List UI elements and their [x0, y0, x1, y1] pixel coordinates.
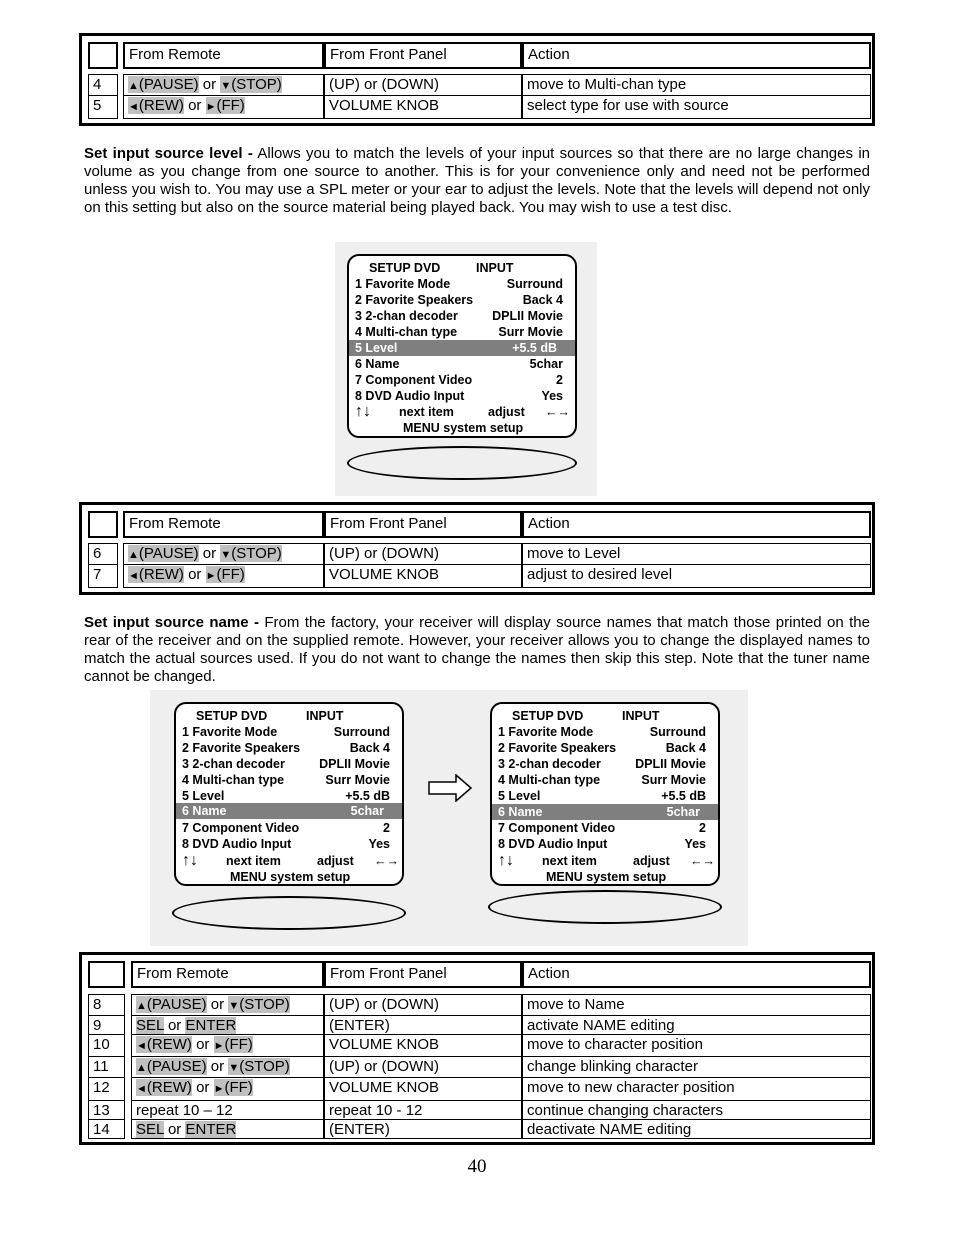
table-row-front-panel: (ENTER) — [324, 1119, 522, 1139]
osd-item-selected: 6 Name 5char — [176, 803, 402, 819]
table-header-index — [88, 511, 118, 538]
table-row-remote: ▲(PAUSE) or ▼(STOP) — [131, 1056, 324, 1078]
table-header-remote: From Remote — [131, 961, 324, 988]
osd-item: 6 Name 5char — [355, 357, 563, 371]
osd-item: 3 2-chan decoder DPLII Movie — [182, 757, 390, 771]
osd-item: 2 Favorite Speakers Back 4 — [498, 741, 706, 755]
left-right-arrow-icon: ←→ — [545, 405, 570, 419]
table-row-action: move to Level — [522, 543, 871, 565]
table-row-front-panel: VOLUME KNOB — [324, 1077, 522, 1101]
display-pill — [172, 896, 406, 930]
table-row-index: 10 — [88, 1034, 125, 1057]
osd-item: 8 DVD Audio Input Yes — [355, 389, 563, 403]
table-row-remote: ▲(PAUSE) or ▼(STOP) — [123, 74, 324, 96]
table-header-action: Action — [522, 42, 871, 69]
table-row-index: 14 — [88, 1119, 125, 1139]
table-row-action: move to new character position — [522, 1077, 871, 1101]
step-table-2 — [79, 502, 875, 595]
osd-item: 7 Component Video 2 — [355, 373, 563, 387]
table-row-front-panel: repeat 10 - 12 — [324, 1100, 522, 1120]
table-row-front-panel: (UP) or (DOWN) — [324, 543, 522, 565]
table-row-front-panel: VOLUME KNOB — [324, 1034, 522, 1057]
up-down-arrow-icon: ↑↓ — [355, 403, 371, 420]
table-row-index: 4 — [88, 74, 118, 96]
osd-item: 4 Multi-chan type Surr Movie — [355, 325, 563, 339]
table-row-action: move to Multi-chan type — [522, 74, 871, 96]
table-header-index — [88, 42, 118, 69]
table-row-index: 8 — [88, 994, 125, 1016]
osd-nav-hint: ↑↓ next item adjust ←→ — [498, 852, 715, 869]
table-row-action: change blinking character — [522, 1056, 871, 1078]
table-header-action: Action — [522, 961, 871, 988]
display-pill — [488, 890, 722, 924]
osd-screen-after — [490, 702, 720, 886]
paragraph-set-input-level: Set input source level - Allows you to match the levels of your input sources so that there are no large changes in volume as you change from one source to another. This is for your convenience only and need not be performed unless you wish to. You may use a SPL meter or your ear to adjust the levels. Note that the levels will depend not only on this setting but also on the source material being played back. You may wish to use a test disc. — [84, 145, 870, 216]
osd-nav-hint: ↑↓ next item adjust ←→ — [182, 852, 399, 869]
osd-item: 5 Level +5.5 dB — [182, 789, 390, 803]
table-row-remote: ▲(PAUSE) or ▼(STOP) — [131, 994, 324, 1016]
osd-nav-hint: ↑↓ next item adjust ←→ — [355, 403, 570, 420]
table-row-action: adjust to desired level — [522, 564, 871, 588]
table-header-action: Action — [522, 511, 871, 538]
osd-title: SETUP DVD INPUT — [196, 709, 344, 723]
table-header-front-panel: From Front Panel — [324, 42, 522, 69]
table-row-index: 13 — [88, 1100, 125, 1120]
table-row-action: deactivate NAME editing — [522, 1119, 871, 1139]
osd-item: 1 Favorite Mode Surround — [498, 725, 706, 739]
osd-item: 4 Multi-chan type Surr Movie — [498, 773, 706, 787]
table-row-front-panel: (UP) or (DOWN) — [324, 1056, 522, 1078]
osd-panel-name — [150, 690, 748, 946]
osd-item-selected: 5 Level +5.5 dB — [349, 340, 575, 356]
page-number: 40 — [467, 1156, 487, 1177]
table-row-front-panel: (UP) or (DOWN) — [324, 994, 522, 1016]
step-table-1 — [79, 33, 875, 126]
step-table-3 — [79, 952, 875, 1145]
osd-item: 4 Multi-chan type Surr Movie — [182, 773, 390, 787]
table-row-action: select type for use with source — [522, 95, 871, 119]
osd-screen-before — [174, 702, 404, 886]
osd-item: 2 Favorite Speakers Back 4 — [355, 293, 563, 307]
table-row-index: 7 — [88, 564, 118, 588]
table-row-action: continue changing characters — [522, 1100, 871, 1120]
table-row-remote: SEL or ENTER — [131, 1015, 324, 1035]
osd-item: 5 Level +5.5 dB — [498, 789, 706, 803]
osd-item-selected: 6 Name 5char — [492, 804, 718, 820]
table-row-index: 5 — [88, 95, 118, 119]
table-row-index: 6 — [88, 543, 118, 565]
table-row-action: activate NAME editing — [522, 1015, 871, 1035]
display-pill — [347, 446, 577, 480]
table-row-remote: ◄(REW) or ►(FF) — [131, 1077, 324, 1101]
osd-item: 7 Component Video 2 — [498, 821, 706, 835]
osd-footer: MENU system setup — [230, 870, 351, 884]
table-row-index: 11 — [88, 1056, 125, 1078]
osd-item: 1 Favorite Mode Surround — [355, 277, 563, 291]
table-row-front-panel: VOLUME KNOB — [324, 564, 522, 588]
osd-title: SETUP DVD INPUT — [369, 261, 514, 275]
osd-item: 8 DVD Audio Input Yes — [498, 837, 706, 851]
table-row-remote: ▲(PAUSE) or ▼(STOP) — [123, 543, 324, 565]
table-row-remote: ◄(REW) or ►(FF) — [131, 1034, 324, 1057]
table-row-remote: ◄(REW) or ►(FF) — [123, 95, 324, 119]
paragraph-set-input-name: Set input source name - From the factory, your receiver will display source names that match those printed on the rear of the receiver and on the supplied remote. However, your receiver allows you to change the displayed names to match the actual sources used. If you do not want to change the names then skip this step. Note that the tuner name cannot be changed. — [84, 614, 870, 685]
table-row-action: move to Name — [522, 994, 871, 1016]
osd-panel-level — [335, 242, 597, 496]
left-right-arrow-icon: ←→ — [690, 854, 715, 868]
up-down-arrow-icon: ↑↓ — [182, 852, 198, 869]
table-header-remote: From Remote — [123, 42, 324, 69]
osd-screen — [347, 254, 577, 438]
osd-footer: MENU system setup — [546, 870, 667, 884]
osd-item: 7 Component Video 2 — [182, 821, 390, 835]
osd-item: 1 Favorite Mode Surround — [182, 725, 390, 739]
table-row-front-panel: (ENTER) — [324, 1015, 522, 1035]
osd-item: 3 2-chan decoder DPLII Movie — [355, 309, 563, 323]
table-row-action: move to character position — [522, 1034, 871, 1057]
osd-item: 2 Favorite Speakers Back 4 — [182, 741, 390, 755]
osd-footer: MENU system setup — [403, 421, 524, 435]
table-row-front-panel: (UP) or (DOWN) — [324, 74, 522, 96]
table-header-index — [88, 961, 125, 988]
table-header-remote: From Remote — [123, 511, 324, 538]
table-row-index: 12 — [88, 1077, 125, 1101]
osd-title: SETUP DVD INPUT — [512, 709, 660, 723]
left-right-arrow-icon: ←→ — [374, 854, 399, 868]
table-row-remote: ◄(REW) or ►(FF) — [123, 564, 324, 588]
table-row-front-panel: VOLUME KNOB — [324, 95, 522, 119]
up-down-arrow-icon: ↑↓ — [498, 852, 514, 869]
table-row-remote: SEL or ENTER — [131, 1119, 324, 1139]
table-row-remote: repeat 10 – 12 — [131, 1100, 324, 1120]
table-header-front-panel: From Front Panel — [324, 961, 522, 988]
osd-item: 8 DVD Audio Input Yes — [182, 837, 390, 851]
osd-item: 3 2-chan decoder DPLII Movie — [498, 757, 706, 771]
right-arrow-icon — [428, 774, 472, 802]
table-row-index: 9 — [88, 1015, 125, 1035]
table-header-front-panel: From Front Panel — [324, 511, 522, 538]
